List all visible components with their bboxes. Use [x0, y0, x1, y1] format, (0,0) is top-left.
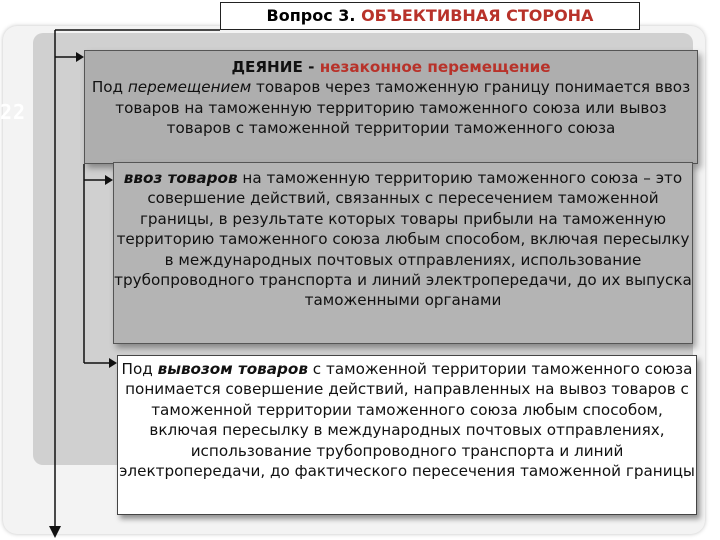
title-accent: ОБЪЕКТИВНАЯ СТОРОНА: [361, 6, 594, 25]
arrow-right-icon: [109, 358, 117, 368]
slide-number: 22: [0, 100, 27, 124]
arrow-right-icon: [105, 175, 113, 185]
import-text: на таможенную территорию таможенного союза – это совершение действий, связанных с пересечением таможенной границы, в результате которых товары прибыли на таможенную территорию таможенного союза любым способом, включая пересылку в международных почтовых отправлениях, использование трубопроводного транспорта и линий электропередачи, до их выпуска таможенными органами: [114, 169, 692, 310]
page-title: [220, 2, 640, 30]
arrow-right-icon: [76, 52, 84, 62]
export-box: [117, 355, 697, 515]
deed-dash: -: [302, 58, 320, 76]
deed-box: [84, 50, 698, 164]
deed-line1-end: товаров через таможенную границу: [251, 78, 550, 97]
deed-term: ДЕЯНИЕ: [231, 58, 303, 76]
deed-line1-start: Под: [91, 78, 128, 97]
deed-term-accent: незаконное перемещение: [319, 58, 551, 76]
export-prefix: Под: [121, 360, 158, 378]
export-text: с таможенной территории таможенного союза понимается совершение действий, направленных на вывоз товаров с таможенной территории таможенного союза любым способом, включая пересылку в международных почтовых отправлениях, использование трубопроводного транспорта и линий электропередачи, до фактического пересечения таможенной границы: [119, 360, 695, 481]
import-box: [113, 162, 693, 344]
import-term: ввоз товаров: [123, 169, 238, 187]
export-term: вывозом товаров: [157, 360, 308, 378]
deed-rest: понимается ввоз товаров на таможенную территорию таможенного союза или вывоз товаров с таможенной территории таможенного союза: [115, 78, 691, 138]
down-arrow-icon: [49, 526, 61, 538]
deed-line1-italic: перемещением: [127, 78, 252, 97]
title-prefix: Вопрос 3.: [266, 6, 362, 25]
